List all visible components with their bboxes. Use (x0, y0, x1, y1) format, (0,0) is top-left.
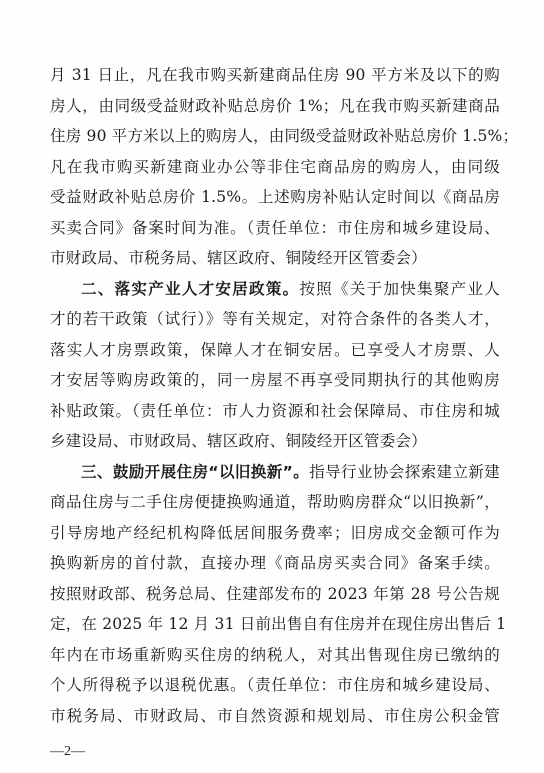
text-line: 引导房地产经纪机构降低居间服务费率；旧房成交金额可作为 (50, 523, 500, 542)
text-line: 定，在 2025 年 12 月 31 日前出售自有住房并在现住房出售后 1 (50, 615, 507, 633)
text-line: 才的若干政策（试行）》等有关规定，对符合条件的各类人才， (50, 310, 500, 328)
text-line: 乡建设局、市财政局、辖区政府、铜陵经开区管委会） (50, 432, 427, 450)
text-line: 市财政局、市税务局、辖区政府、铜陵经开区管委会） (50, 249, 427, 267)
section-heading: 二、落实产业人才安居政策。 (81, 279, 300, 298)
text-run: 按照《关于加快集聚产业人 (299, 279, 500, 298)
paragraph-talent-housing (50, 274, 500, 457)
text-line: 才安居等购房政策的，同一房屋不再享受同期执行的其他购房 (50, 371, 500, 389)
paragraph-purchase-subsidy (50, 60, 519, 274)
text-line: 受益财政补贴总房价 1.5%。上述购房补贴认定时间以《商品房 (50, 188, 500, 206)
text-line: 月 31 日止，凡在我市购买新建商品住房 90 平方米及以下的购 (50, 66, 500, 84)
text-line: 换购新房的首付款，直接办理《商品房买卖合同》备案手续。 (50, 554, 500, 572)
text-line: 年内在市场重新购买住房的纳税人，对其出售现住房已缴纳的 (50, 645, 500, 664)
text-line: 房人，由同级受益财政补贴总房价 1%；凡在我市购买新建商品 (50, 96, 500, 115)
document-body (50, 60, 519, 731)
text-line: 买卖合同》备案时间为准。（责任单位：市住房和城乡建设局、 (50, 218, 500, 237)
section-heading: 三、鼓励开展住房“以旧换新”。 (81, 462, 310, 481)
text-line: 按照财政部、税务总局、住建部发布的 2023 年第 28 号公告规 (50, 584, 500, 603)
text-line: 凡在我市购买新建商业办公等非住宅商品房的购房人，由同级 (50, 157, 500, 176)
text-line: 商品住房与二手住房便捷换购通道，帮助购房群众“以旧换新”， (50, 493, 500, 511)
text-run: 指导行业协会探索建立新建 (309, 462, 501, 481)
text-line: 个人所得税予以退税优惠。（责任单位：市住房和城乡建设局、 (50, 676, 500, 694)
text-line-with-heading (50, 457, 500, 488)
text-line: 市税务局、市财政局、市自然资源和规划局、市住房公积金管 (50, 706, 500, 725)
text-line-with-heading (50, 274, 500, 305)
text-line: 落实人才房票政策，保障人才在铜安居。已享受人才房票、人 (50, 340, 500, 359)
page-number: —2— (50, 744, 85, 759)
text-line: 补贴政策。（责任单位：市人力资源和社会保障局、市住房和城 (50, 401, 500, 420)
paragraph-trade-in (50, 457, 507, 732)
text-line: 住房 90 平方米以上的购房人，由同级受益财政补贴总房价 1.5%； (50, 127, 519, 145)
